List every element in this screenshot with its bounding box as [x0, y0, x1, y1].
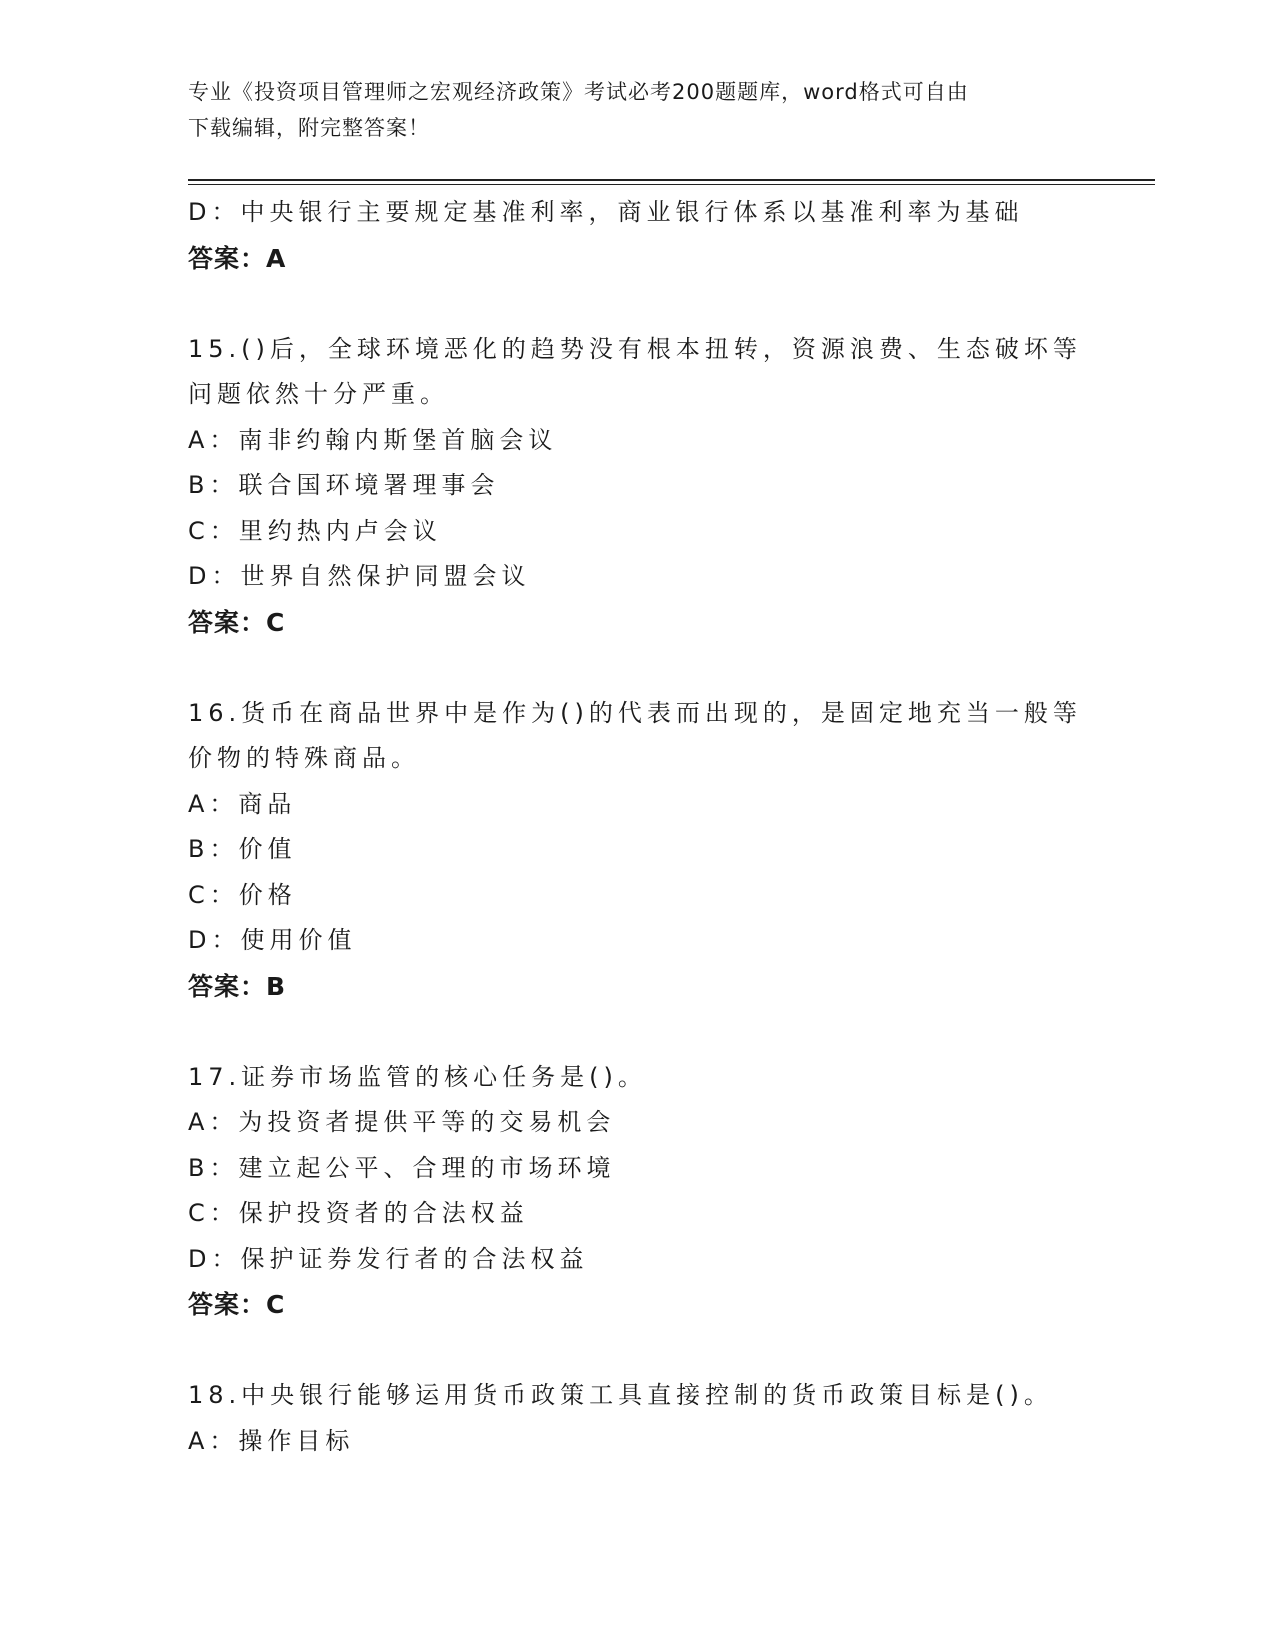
option-c: C：保护投资者的合法权益	[188, 1199, 529, 1227]
question-stem: 18.中央银行能够运用货币政策工具直接控制的货币政策目标是()。	[188, 1381, 1053, 1409]
option-d: D：世界自然保护同盟会议	[188, 562, 531, 590]
option-a: A：操作目标	[188, 1426, 355, 1455]
header-divider-thick	[188, 179, 1155, 181]
option-a: A：为投资者提供平等的交易机会	[188, 1108, 616, 1136]
spacer	[188, 1009, 1088, 1055]
answer-line: 答案：A	[188, 243, 287, 273]
question-stem: 15.()后，全球环境恶化的趋势没有根本扭转，资源浪费、生态破坏等	[188, 334, 1082, 363]
answer-line: 答案：C	[188, 1290, 286, 1319]
option-c: C：里约热内卢会议	[188, 516, 442, 545]
question-15	[188, 327, 1088, 646]
answer-line: 答案：B	[188, 971, 287, 1001]
question-stem: 16.货币在商品世界中是作为()的代表而出现的，是固定地充当一般等	[188, 698, 1082, 727]
option-d: D：中央银行主要规定基准利率，商业银行体系以基准利率为基础	[188, 198, 1024, 226]
carryover-question	[188, 190, 1088, 281]
option-a: A：商品	[188, 789, 297, 818]
spacer	[188, 1328, 1088, 1374]
option-b: B：建立起公平、合理的市场环境	[188, 1153, 616, 1182]
answer-line: 答案：C	[188, 607, 286, 637]
option-a: A：南非约翰内斯堡首脑会议	[188, 425, 558, 454]
header-line-1: 专业《投资项目管理师之宏观经济政策》考试必考200题题库，word格式可自由	[188, 80, 969, 104]
document-header	[188, 74, 1088, 146]
header-divider-thin	[188, 184, 1155, 185]
question-16	[188, 691, 1088, 1010]
question-stem-continued: 问题依然十分严重。	[188, 380, 449, 408]
option-d: D：使用价值	[188, 926, 357, 954]
option-b: B：价值	[188, 835, 297, 863]
option-b: B：联合国环境署理事会	[188, 471, 500, 499]
spacer	[188, 281, 1088, 327]
question-stem: 17.证券市场监管的核心任务是()。	[188, 1062, 647, 1091]
option-d: D：保护证券发行者的合法权益	[188, 1244, 589, 1273]
header-line-2: 下载编辑，附完整答案！	[188, 116, 430, 140]
question-stem-continued: 价物的特殊商品。	[188, 744, 420, 772]
option-c: C：价格	[188, 880, 297, 909]
question-18	[188, 1373, 1088, 1464]
spacer	[188, 645, 1088, 691]
question-17	[188, 1055, 1088, 1328]
question-list	[188, 190, 1088, 1464]
